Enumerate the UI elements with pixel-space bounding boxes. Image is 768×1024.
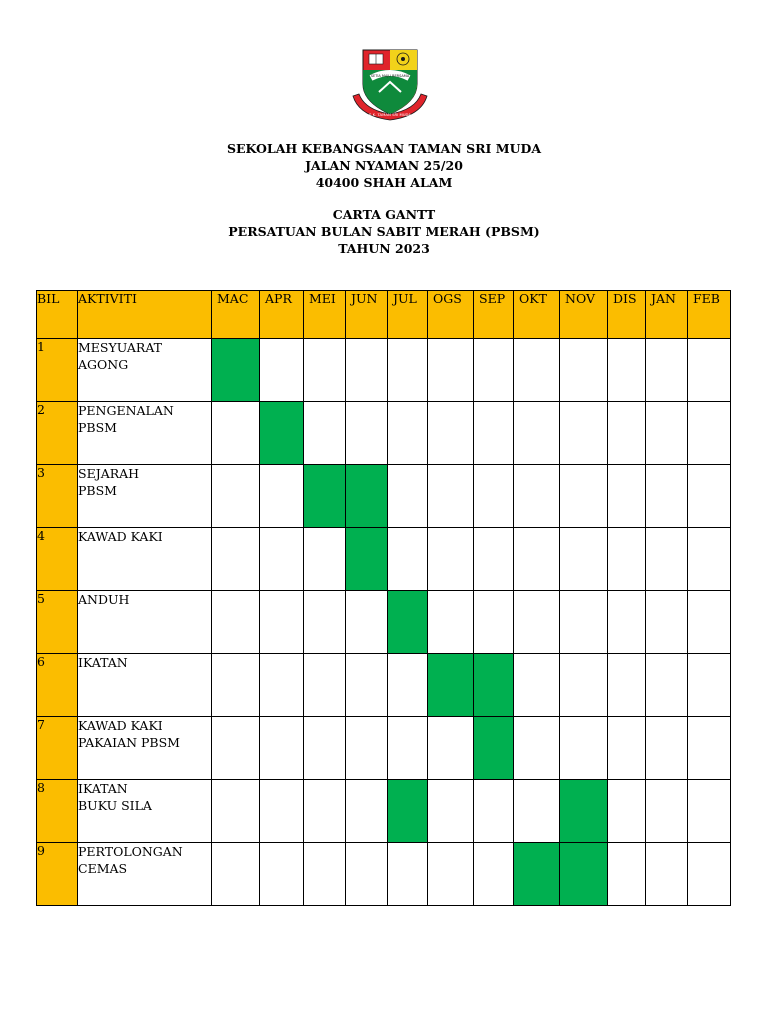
header-month: JUN <box>346 291 388 339</box>
header-month: JUL <box>388 291 428 339</box>
gantt-cell <box>304 591 346 654</box>
header-month: SEP <box>474 291 514 339</box>
table-row <box>37 717 731 780</box>
gantt-cell <box>212 528 260 591</box>
activity-cell <box>78 339 212 402</box>
crest-scroll-text: S.K. TAMAN SRI MUDA <box>369 112 411 117</box>
table-row <box>37 780 731 843</box>
activity-cell <box>78 717 212 780</box>
gantt-cell <box>428 591 474 654</box>
gantt-cell <box>304 339 346 402</box>
gantt-cell <box>212 591 260 654</box>
gantt-cell <box>346 717 388 780</box>
activity-name-line: CEMAS <box>78 861 128 876</box>
gantt-cell <box>688 528 731 591</box>
activity-cell <box>78 402 212 465</box>
gantt-cell <box>388 402 428 465</box>
gantt-cell <box>388 654 428 717</box>
gantt-cell <box>646 528 688 591</box>
gantt-cell-active <box>560 780 608 843</box>
gantt-cell <box>260 591 304 654</box>
gantt-cell <box>428 402 474 465</box>
table-row <box>37 402 731 465</box>
header-month: APR <box>260 291 304 339</box>
gantt-cell <box>304 402 346 465</box>
school-header <box>0 140 768 191</box>
table-row <box>37 465 731 528</box>
gantt-cell <box>346 780 388 843</box>
header-month: OGS <box>428 291 474 339</box>
gantt-cell <box>346 402 388 465</box>
gantt-cell <box>560 717 608 780</box>
document-year: TAHUN 2023 <box>338 241 430 256</box>
gantt-cell <box>388 843 428 906</box>
gantt-cell <box>212 717 260 780</box>
gantt-cell <box>346 591 388 654</box>
gantt-cell <box>560 402 608 465</box>
gantt-cell <box>260 465 304 528</box>
gantt-cell <box>388 339 428 402</box>
gantt-cell <box>346 843 388 906</box>
activity-name-line: ANDUH <box>78 592 130 607</box>
header-activity: AKTIVITI <box>78 291 212 339</box>
activity-cell <box>78 843 212 906</box>
gantt-cell <box>514 528 560 591</box>
gantt-cell <box>560 591 608 654</box>
activity-name-line: PAKAIAN PBSM <box>78 735 180 750</box>
activity-name-line: AGONG <box>78 357 129 372</box>
gantt-cell-active <box>346 465 388 528</box>
gantt-cell <box>646 339 688 402</box>
school-crest-logo <box>349 44 431 122</box>
gantt-cell <box>514 780 560 843</box>
gantt-cell <box>608 780 646 843</box>
gantt-cell <box>688 654 731 717</box>
gantt-cell-active <box>212 339 260 402</box>
document-title-block <box>0 206 768 257</box>
header-bil: BIL <box>37 291 78 339</box>
gantt-cell <box>514 591 560 654</box>
row-number: 7 <box>37 717 78 780</box>
header-month: DIS <box>608 291 646 339</box>
gantt-cell <box>260 780 304 843</box>
gantt-cell <box>514 717 560 780</box>
table-row <box>37 591 731 654</box>
gantt-cell <box>388 717 428 780</box>
gantt-cell <box>514 339 560 402</box>
row-number: 2 <box>37 402 78 465</box>
gantt-body <box>37 339 731 906</box>
row-number: 5 <box>37 591 78 654</box>
school-address-line2: 40400 SHAH ALAM <box>315 175 453 190</box>
gantt-cell-active <box>260 402 304 465</box>
gantt-cell <box>646 591 688 654</box>
gantt-cell <box>646 654 688 717</box>
gantt-cell <box>428 717 474 780</box>
activity-name-line: KAWAD KAKI <box>78 718 163 733</box>
gantt-cell <box>304 843 346 906</box>
gantt-cell <box>646 717 688 780</box>
gantt-cell <box>212 654 260 717</box>
gantt-cell <box>688 465 731 528</box>
gantt-cell <box>560 465 608 528</box>
activity-cell <box>78 528 212 591</box>
activity-cell <box>78 780 212 843</box>
gantt-cell-active <box>428 654 474 717</box>
gantt-cell <box>212 780 260 843</box>
gantt-cell <box>304 717 346 780</box>
gantt-cell <box>474 402 514 465</box>
gantt-cell <box>514 402 560 465</box>
gantt-cell <box>474 843 514 906</box>
activity-name-line: IKATAN <box>78 781 128 796</box>
gantt-header-row <box>37 291 731 339</box>
activity-name-line: KAWAD KAKI <box>78 529 163 544</box>
gantt-cell <box>428 843 474 906</box>
table-row <box>37 339 731 402</box>
header-month: FEB <box>688 291 731 339</box>
gantt-cell <box>688 780 731 843</box>
gantt-cell <box>346 654 388 717</box>
activity-name-line: PBSM <box>78 483 117 498</box>
gantt-cell <box>688 717 731 780</box>
gantt-cell <box>608 528 646 591</box>
gantt-cell <box>304 528 346 591</box>
gantt-cell <box>260 339 304 402</box>
gantt-cell <box>514 654 560 717</box>
school-name: SEKOLAH KEBANGSAAN TAMAN SRI MUDA <box>226 141 542 156</box>
gantt-cell <box>608 843 646 906</box>
gantt-cell <box>260 843 304 906</box>
activity-name-line: SEJARAH <box>78 466 140 481</box>
header-month: MEI <box>304 291 346 339</box>
gantt-cell-active <box>346 528 388 591</box>
gantt-cell <box>212 465 260 528</box>
gantt-cell <box>646 402 688 465</box>
gantt-cell <box>560 528 608 591</box>
gantt-cell <box>560 339 608 402</box>
gantt-cell-active <box>560 843 608 906</box>
row-number: 3 <box>37 465 78 528</box>
document-title: CARTA GANTT <box>332 207 436 222</box>
activity-cell <box>78 465 212 528</box>
activity-cell <box>78 591 212 654</box>
gantt-cell <box>688 591 731 654</box>
gantt-cell <box>388 465 428 528</box>
gantt-cell <box>560 654 608 717</box>
activity-cell <box>78 654 212 717</box>
gantt-cell <box>428 780 474 843</box>
table-row <box>37 843 731 906</box>
gantt-cell <box>260 717 304 780</box>
activity-name-line: PBSM <box>78 420 117 435</box>
gantt-cell <box>646 780 688 843</box>
gantt-cell <box>212 843 260 906</box>
gantt-cell <box>474 528 514 591</box>
gantt-cell <box>608 339 646 402</box>
activity-name-line: PENGENALAN <box>78 403 174 418</box>
gantt-cell <box>428 339 474 402</box>
row-number: 1 <box>37 339 78 402</box>
header-month: JAN <box>646 291 688 339</box>
gantt-cell <box>304 780 346 843</box>
row-number: 4 <box>37 528 78 591</box>
gantt-cell <box>212 402 260 465</box>
header-month: NOV <box>560 291 608 339</box>
header-month: OKT <box>514 291 560 339</box>
gantt-cell <box>428 465 474 528</box>
gantt-cell <box>688 339 731 402</box>
crest-banner-text: SETIA MAJU BERSAMA <box>370 74 410 78</box>
gantt-cell <box>474 780 514 843</box>
gantt-cell <box>646 843 688 906</box>
gantt-cell-active <box>388 780 428 843</box>
gantt-cell <box>474 591 514 654</box>
document-subtitle: PERSATUAN BULAN SABIT MERAH (PBSM) <box>228 224 540 239</box>
table-row <box>37 528 731 591</box>
gantt-cell <box>608 717 646 780</box>
gantt-cell <box>474 339 514 402</box>
gantt-cell <box>474 465 514 528</box>
header-month: MAC <box>212 291 260 339</box>
gantt-cell-active <box>514 843 560 906</box>
gantt-cell-active <box>304 465 346 528</box>
row-number: 6 <box>37 654 78 717</box>
gantt-cell <box>608 402 646 465</box>
gantt-cell <box>304 654 346 717</box>
gantt-cell <box>260 528 304 591</box>
gantt-cell <box>346 339 388 402</box>
gantt-cell <box>260 654 304 717</box>
gantt-cell <box>646 465 688 528</box>
gantt-cell <box>608 465 646 528</box>
gantt-cell-active <box>474 717 514 780</box>
gantt-cell-active <box>388 591 428 654</box>
activity-name-line: MESYUARAT <box>78 340 163 355</box>
gantt-cell <box>608 591 646 654</box>
gantt-cell <box>688 843 731 906</box>
gantt-cell <box>388 528 428 591</box>
school-address-line1: JALAN NYAMAN 25/20 <box>305 158 463 173</box>
activity-name-line: PERTOLONGAN <box>78 844 183 859</box>
gantt-cell <box>514 465 560 528</box>
activity-name-line: IKATAN <box>78 655 128 670</box>
gantt-cell <box>428 528 474 591</box>
row-number: 9 <box>37 843 78 906</box>
table-row <box>37 654 731 717</box>
gantt-cell-active <box>474 654 514 717</box>
gantt-cell <box>608 654 646 717</box>
gantt-cell <box>688 402 731 465</box>
activity-name-line: BUKU SILA <box>78 798 152 813</box>
row-number: 8 <box>37 780 78 843</box>
gantt-table <box>36 290 731 906</box>
